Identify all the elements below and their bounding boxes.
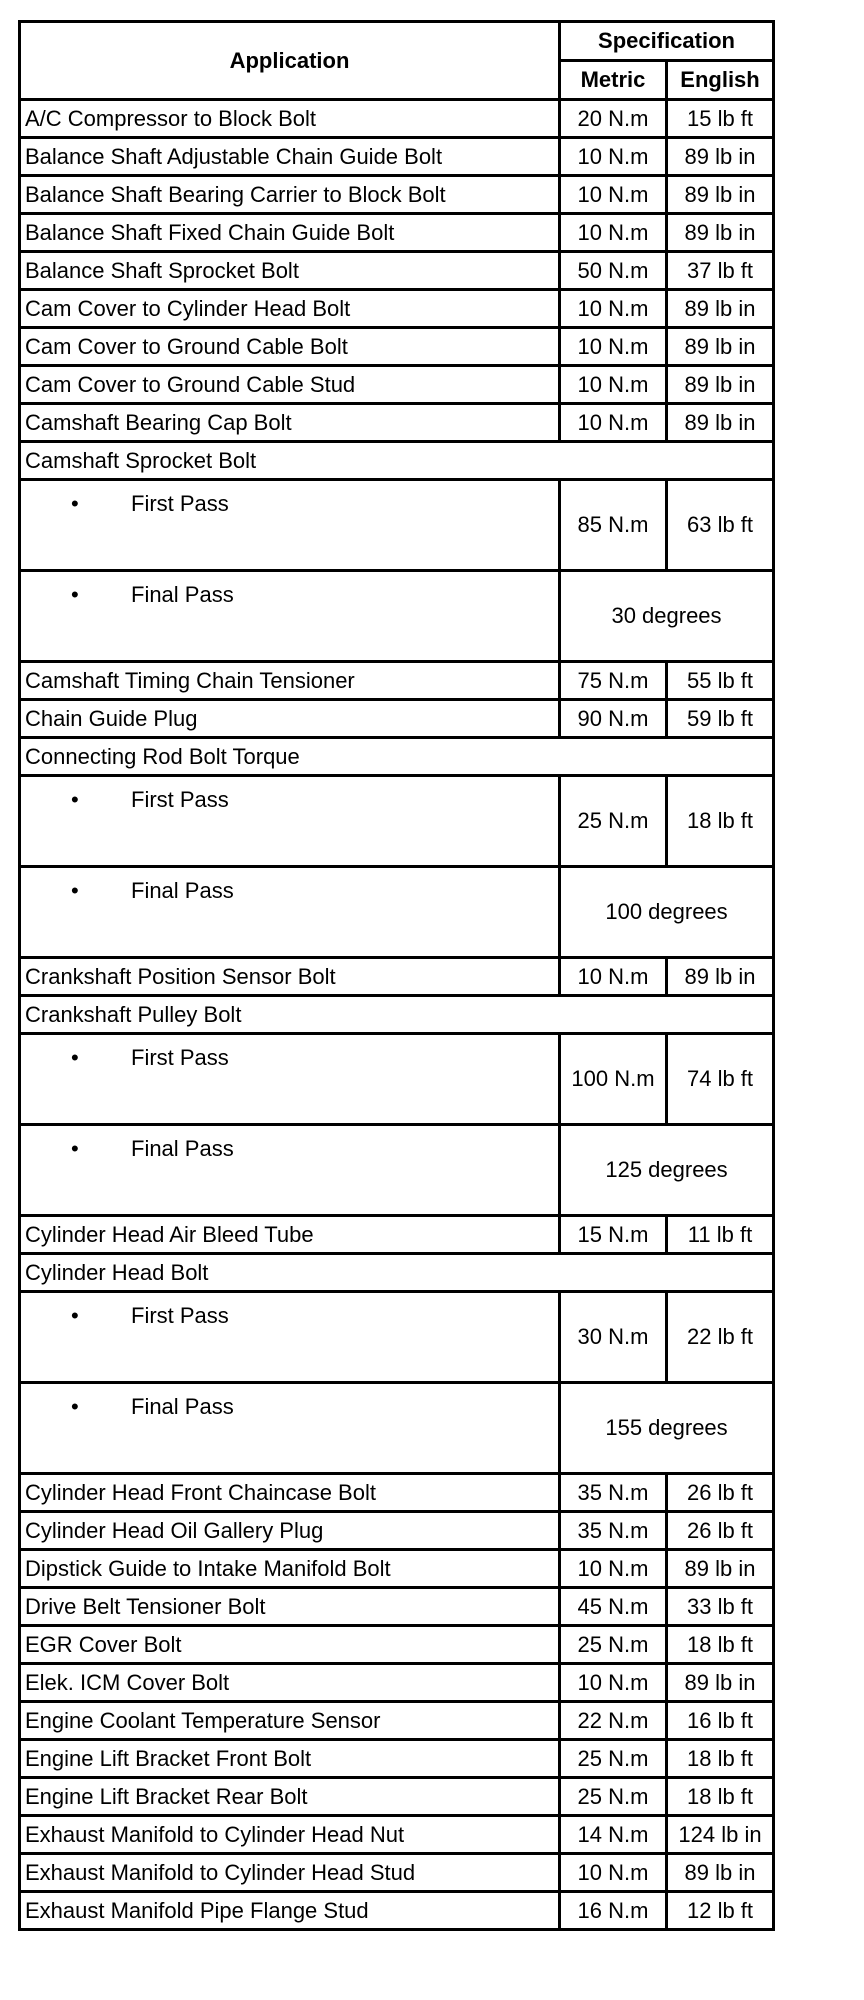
bullet-icon: • xyxy=(71,582,79,607)
application-cell: Exhaust Manifold to Cylinder Head Stud xyxy=(20,1854,560,1892)
step-label: First Pass xyxy=(131,491,229,516)
metric-cell: 100 N.m xyxy=(560,1034,667,1125)
torque-spec-table xyxy=(18,20,775,1931)
metric-cell: 90 N.m xyxy=(560,700,667,738)
table-row xyxy=(20,328,774,366)
degrees-cell: 125 degrees xyxy=(560,1125,774,1216)
english-cell: 63 lb ft xyxy=(667,480,774,571)
english-cell: 33 lb ft xyxy=(667,1588,774,1626)
step-cell xyxy=(20,480,560,571)
metric-header: Metric xyxy=(560,61,667,100)
application-cell: Engine Lift Bracket Front Bolt xyxy=(20,1740,560,1778)
table-row xyxy=(20,1740,774,1778)
table-row xyxy=(20,1702,774,1740)
english-cell: 26 lb ft xyxy=(667,1512,774,1550)
application-cell: Engine Lift Bracket Rear Bolt xyxy=(20,1778,560,1816)
english-cell: 124 lb in xyxy=(667,1816,774,1854)
table-row xyxy=(20,958,774,996)
metric-cell: 35 N.m xyxy=(560,1512,667,1550)
application-cell: Cylinder Head Air Bleed Tube xyxy=(20,1216,560,1254)
metric-cell: 10 N.m xyxy=(560,958,667,996)
metric-cell: 10 N.m xyxy=(560,366,667,404)
application-cell: Camshaft Timing Chain Tensioner xyxy=(20,662,560,700)
application-cell: Exhaust Manifold to Cylinder Head Nut xyxy=(20,1816,560,1854)
application-cell: Chain Guide Plug xyxy=(20,700,560,738)
application-cell: Exhaust Manifold Pipe Flange Stud xyxy=(20,1892,560,1930)
metric-cell: 45 N.m xyxy=(560,1588,667,1626)
application-cell: Balance Shaft Fixed Chain Guide Bolt xyxy=(20,214,560,252)
metric-cell: 10 N.m xyxy=(560,404,667,442)
specification-header: Specification xyxy=(560,22,774,61)
metric-cell: 10 N.m xyxy=(560,1550,667,1588)
metric-cell: 25 N.m xyxy=(560,1740,667,1778)
table-row xyxy=(20,100,774,138)
step-cell xyxy=(20,1125,560,1216)
application-cell: Cam Cover to Cylinder Head Bolt xyxy=(20,290,560,328)
metric-cell: 10 N.m xyxy=(560,1854,667,1892)
table-row xyxy=(20,366,774,404)
step-cell xyxy=(20,1383,560,1474)
group-label-cell: Cylinder Head Bolt xyxy=(20,1254,774,1292)
metric-cell: 50 N.m xyxy=(560,252,667,290)
metric-cell: 25 N.m xyxy=(560,1778,667,1816)
application-cell: Balance Shaft Adjustable Chain Guide Bolt xyxy=(20,138,560,176)
english-cell: 11 lb ft xyxy=(667,1216,774,1254)
step-cell xyxy=(20,571,560,662)
english-cell: 18 lb ft xyxy=(667,776,774,867)
table-row xyxy=(20,138,774,176)
metric-cell: 25 N.m xyxy=(560,776,667,867)
table-row xyxy=(20,1474,774,1512)
step-row xyxy=(20,1125,774,1216)
english-cell: 89 lb in xyxy=(667,1854,774,1892)
table-row xyxy=(20,214,774,252)
table-row xyxy=(20,662,774,700)
application-cell: Crankshaft Position Sensor Bolt xyxy=(20,958,560,996)
application-cell: Cylinder Head Oil Gallery Plug xyxy=(20,1512,560,1550)
metric-cell: 22 N.m xyxy=(560,1702,667,1740)
application-cell: Dipstick Guide to Intake Manifold Bolt xyxy=(20,1550,560,1588)
application-header: Application xyxy=(20,22,560,100)
bullet-icon: • xyxy=(71,1136,79,1161)
english-cell: 22 lb ft xyxy=(667,1292,774,1383)
metric-cell: 75 N.m xyxy=(560,662,667,700)
bullet-icon: • xyxy=(71,787,79,812)
table-row xyxy=(20,1854,774,1892)
bullet-icon: • xyxy=(71,1303,79,1328)
metric-cell: 15 N.m xyxy=(560,1216,667,1254)
bullet-icon: • xyxy=(71,1045,79,1070)
step-cell xyxy=(20,776,560,867)
table-header xyxy=(20,22,774,100)
english-cell: 89 lb in xyxy=(667,366,774,404)
metric-cell: 35 N.m xyxy=(560,1474,667,1512)
metric-cell: 14 N.m xyxy=(560,1816,667,1854)
application-cell: Elek. ICM Cover Bolt xyxy=(20,1664,560,1702)
metric-cell: 30 N.m xyxy=(560,1292,667,1383)
english-cell: 89 lb in xyxy=(667,958,774,996)
group-row xyxy=(20,442,774,480)
degrees-cell: 100 degrees xyxy=(560,867,774,958)
metric-cell: 20 N.m xyxy=(560,100,667,138)
english-cell: 18 lb ft xyxy=(667,1740,774,1778)
application-cell: EGR Cover Bolt xyxy=(20,1626,560,1664)
application-cell: Balance Shaft Bearing Carrier to Block Bolt xyxy=(20,176,560,214)
english-cell: 89 lb in xyxy=(667,214,774,252)
english-cell: 89 lb in xyxy=(667,404,774,442)
metric-cell: 10 N.m xyxy=(560,290,667,328)
application-cell: Cam Cover to Ground Cable Bolt xyxy=(20,328,560,366)
step-row xyxy=(20,1383,774,1474)
table-row xyxy=(20,1778,774,1816)
step-cell xyxy=(20,867,560,958)
metric-cell: 10 N.m xyxy=(560,1664,667,1702)
english-cell: 89 lb in xyxy=(667,1550,774,1588)
table-row xyxy=(20,1512,774,1550)
bullet-icon: • xyxy=(71,878,79,903)
bullet-icon: • xyxy=(71,1394,79,1419)
step-cell xyxy=(20,1292,560,1383)
english-cell: 26 lb ft xyxy=(667,1474,774,1512)
table-row xyxy=(20,404,774,442)
table-row xyxy=(20,1892,774,1930)
metric-cell: 85 N.m xyxy=(560,480,667,571)
english-cell: 89 lb in xyxy=(667,176,774,214)
metric-cell: 10 N.m xyxy=(560,138,667,176)
english-cell: 89 lb in xyxy=(667,328,774,366)
english-cell: 55 lb ft xyxy=(667,662,774,700)
step-label: Final Pass xyxy=(131,878,234,903)
group-row xyxy=(20,996,774,1034)
group-label-cell: Camshaft Sprocket Bolt xyxy=(20,442,774,480)
step-label: Final Pass xyxy=(131,1136,234,1161)
step-row xyxy=(20,776,774,867)
application-cell: Cylinder Head Front Chaincase Bolt xyxy=(20,1474,560,1512)
table-body xyxy=(20,100,774,1930)
table-row xyxy=(20,252,774,290)
application-cell: Cam Cover to Ground Cable Stud xyxy=(20,366,560,404)
table-row xyxy=(20,1626,774,1664)
metric-cell: 10 N.m xyxy=(560,328,667,366)
step-label: Final Pass xyxy=(131,1394,234,1419)
english-cell: 16 lb ft xyxy=(667,1702,774,1740)
table-row xyxy=(20,700,774,738)
metric-cell: 16 N.m xyxy=(560,1892,667,1930)
metric-cell: 10 N.m xyxy=(560,176,667,214)
application-cell: Balance Shaft Sprocket Bolt xyxy=(20,252,560,290)
table-row xyxy=(20,1588,774,1626)
step-label: First Pass xyxy=(131,1045,229,1070)
group-row xyxy=(20,1254,774,1292)
application-cell: Camshaft Bearing Cap Bolt xyxy=(20,404,560,442)
step-row xyxy=(20,480,774,571)
table-row xyxy=(20,1550,774,1588)
table-row xyxy=(20,1216,774,1254)
english-cell: 74 lb ft xyxy=(667,1034,774,1125)
group-label-cell: Connecting Rod Bolt Torque xyxy=(20,738,774,776)
step-label: First Pass xyxy=(131,1303,229,1328)
table-row xyxy=(20,1816,774,1854)
english-cell: 89 lb in xyxy=(667,290,774,328)
english-header: English xyxy=(667,61,774,100)
group-label-cell: Crankshaft Pulley Bolt xyxy=(20,996,774,1034)
english-cell: 89 lb in xyxy=(667,1664,774,1702)
english-cell: 89 lb in xyxy=(667,138,774,176)
step-row xyxy=(20,867,774,958)
step-row xyxy=(20,1034,774,1125)
step-row xyxy=(20,571,774,662)
english-cell: 12 lb ft xyxy=(667,1892,774,1930)
bullet-icon: • xyxy=(71,491,79,516)
english-cell: 59 lb ft xyxy=(667,700,774,738)
metric-cell: 10 N.m xyxy=(560,214,667,252)
table-row xyxy=(20,1664,774,1702)
metric-cell: 25 N.m xyxy=(560,1626,667,1664)
english-cell: 18 lb ft xyxy=(667,1626,774,1664)
step-cell xyxy=(20,1034,560,1125)
step-label: Final Pass xyxy=(131,582,234,607)
degrees-cell: 30 degrees xyxy=(560,571,774,662)
application-cell: Engine Coolant Temperature Sensor xyxy=(20,1702,560,1740)
group-row xyxy=(20,738,774,776)
english-cell: 15 lb ft xyxy=(667,100,774,138)
table-row xyxy=(20,290,774,328)
degrees-cell: 155 degrees xyxy=(560,1383,774,1474)
application-cell: Drive Belt Tensioner Bolt xyxy=(20,1588,560,1626)
english-cell: 18 lb ft xyxy=(667,1778,774,1816)
table-row xyxy=(20,176,774,214)
step-row xyxy=(20,1292,774,1383)
step-label: First Pass xyxy=(131,787,229,812)
application-cell: A/C Compressor to Block Bolt xyxy=(20,100,560,138)
english-cell: 37 lb ft xyxy=(667,252,774,290)
